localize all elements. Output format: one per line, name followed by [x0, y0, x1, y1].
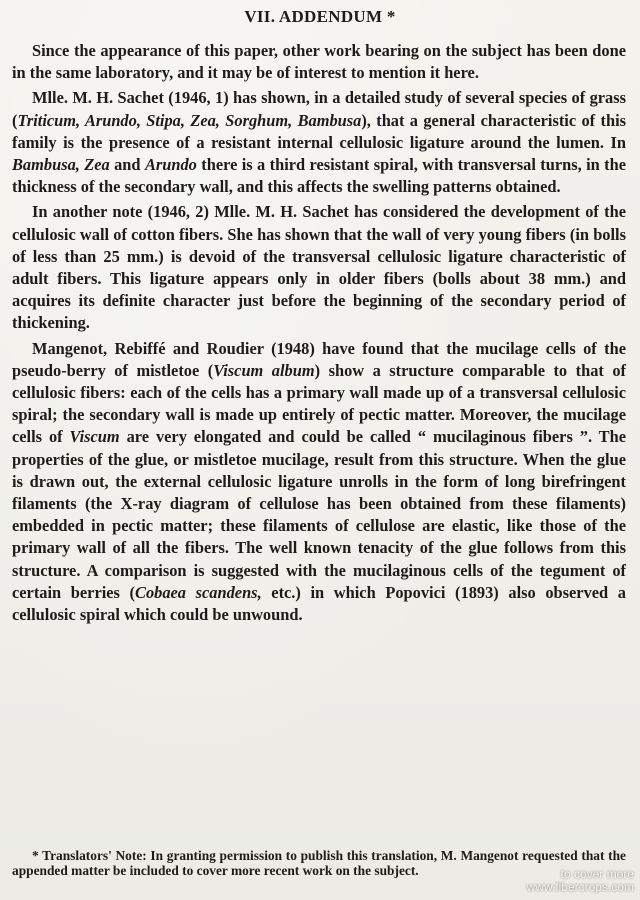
text-run: are very elongated and could be called “ mucilaginous fibers ”. The properties of the glue, or mistletoe mucilage, result from this structure. When the glue is drawn out, the external cellulosic ligature unrolls in the form of long birefringent filaments (the X-ray diagram of cellulose has been obtained from these filaments) embedded in pectic matter; these filaments of cellulose are elastic, like those of the primary wall of all the fibers. The well known tenacity of the glue follows from this structure. A comparison is suggested with the mucilaginous cells of the tegument of certain berries (: [12, 427, 626, 602]
italic-term: Viscum: [69, 427, 120, 447]
text-run: etc.) in which Popovici (1893) also observed a cellulosic spiral which could be unwound.: [12, 582, 626, 625]
italic-term: Cobaea scandens,: [135, 582, 262, 602]
text-run: Mlle. M. H. Sachet (1946, 1) has shown, in a detailed study of several species of grass (: [12, 88, 626, 130]
section-heading: VII. ADDENDUM *: [244, 7, 396, 26]
paragraph: [12, 201, 626, 334]
italic-term: Triticum, Arundo, Stipa, Zea, Sorghum, Bambusa: [17, 110, 362, 130]
translators-footnote: * Translators' Note: In granting permission to publish this translation, M. Mangenot requested that the appended matter be included to cover more recent work on the subject.: [12, 848, 626, 878]
text-run: Mangenot, Rebiffé and Roudier (1948) have found that the mucilage cells of the pseudo-berry of mistletoe (: [12, 338, 626, 380]
text-run: ) show a structure comparable to that of cellulosic fibers: each of the cells has a primary wall made up of a transversal cellulosic spiral; the secondary wall is made up entirely of pectic matter. Moreover, the mucilage cells of: [12, 360, 627, 447]
body-text: [12, 40, 626, 626]
paragraph: [12, 40, 626, 84]
italic-term: Arundo: [144, 155, 197, 175]
text-run: In another note (1946, 2) Mlle. M. H. Sachet has considered the development of the cellulosic wall of cotton fibers. She has shown that the wall of very young fibers (in bolls of less than 25 mm.) is devoid of the transversal cellulosic ligature characteristic of adult fibers. This ligature appears only in older fibers (bolls about 38 mm.) and acquires its definite character just before the beginning of the secondary period of thickening.: [12, 202, 626, 333]
text-run: and: [109, 155, 145, 175]
watermark: [527, 868, 634, 894]
text-run: there is a third resistant spiral, with transversal turns, in the thickness of the secondary wall, and this affects the swelling patterns obtained.: [12, 155, 626, 197]
watermark-url: www.fibercrops.com: [526, 880, 634, 894]
italic-term: Viscum album: [213, 360, 315, 380]
text-run: Since the appearance of this paper, other work bearing on the subject has been done in the same laboratory, and it may be of interest to mention it here.: [12, 41, 626, 83]
text-run: ), that a general characteristic of this family is the presence of a resistant internal cellulosic ligature around the lumen. In: [12, 110, 626, 152]
paragraph: [12, 338, 626, 627]
watermark-line: to cover more: [560, 867, 634, 881]
paragraph: [12, 87, 626, 198]
italic-term: Bambusa, Zea: [12, 155, 110, 175]
